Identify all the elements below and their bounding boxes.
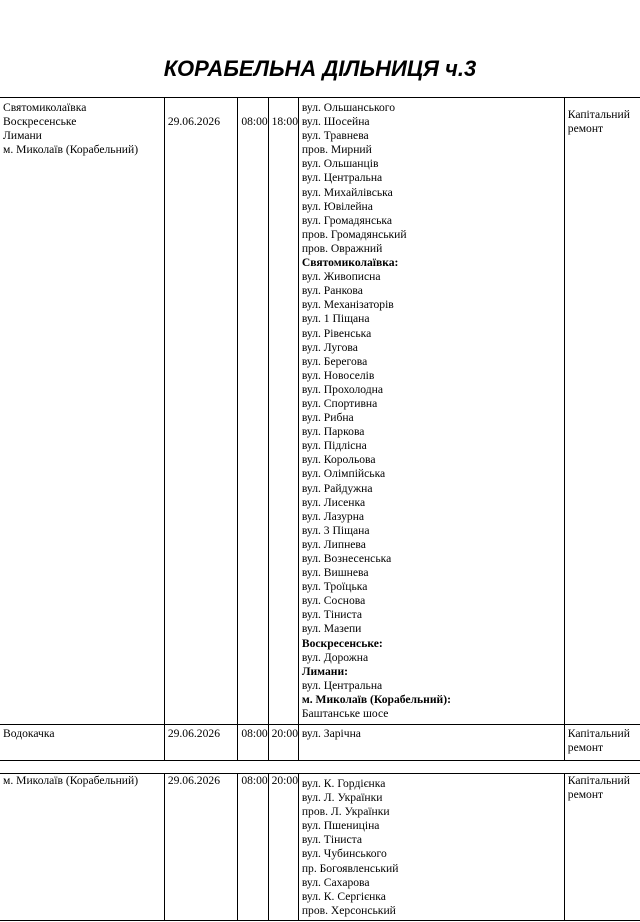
schedule-table-1	[0, 97, 640, 761]
table-row	[0, 774, 640, 921]
street-name: вул. Сахарова	[301, 875, 370, 889]
street-name: пров. Громадянський	[301, 227, 407, 241]
street-name: пров. Херсонський	[301, 903, 396, 917]
street-name: вул. Михайлівська	[301, 185, 393, 199]
street-name: вул. Паркова	[301, 425, 365, 439]
street-name: вул. Травнева	[301, 129, 369, 143]
page-title: КОРАБЕЛЬНА ДІЛЬНИЦЯ ч.3	[163, 56, 477, 81]
reason-text: Капітальний	[567, 774, 630, 787]
street-name: вул. Олімпійська	[301, 467, 386, 481]
street-name: вул. 1 Піщана	[301, 312, 370, 326]
street-name: пр. Богоявленський	[301, 861, 399, 875]
locality-heading: м. Миколаїв (Корабельний):	[301, 692, 451, 706]
street-name: вул. Рівенська	[301, 326, 372, 340]
locations-cell	[0, 725, 164, 761]
street-name: вул. Лазурна	[301, 509, 365, 523]
reason-text: ремонт	[567, 741, 604, 755]
street-name: вул. Громадянська	[301, 213, 393, 227]
streets-cell	[298, 98, 564, 725]
location-name: Воскресенське	[3, 115, 77, 129]
street-name: вул. Підлісна	[301, 439, 367, 453]
street-name: вул. Ювілейна	[301, 199, 373, 213]
streets-cell	[298, 774, 564, 921]
street-name: вул. Троїцька	[301, 580, 368, 594]
street-name: вул. Тіниста	[301, 608, 363, 622]
street-name: вул. Шосейна	[301, 115, 370, 129]
reason-text: ремонт	[567, 788, 604, 802]
street-name: вул. Дорожна	[301, 650, 369, 664]
location-name: м. Миколаїв (Корабельний)	[3, 143, 139, 157]
street-name: вул. Вишнева	[301, 566, 369, 580]
street-name: вул. Тіниста	[301, 833, 363, 847]
street-name: вул. К. Сергієнка	[301, 889, 386, 903]
location-name: Лимани	[3, 129, 42, 143]
table-row	[0, 725, 640, 761]
end-time-cell: 20:00	[268, 725, 298, 761]
locality-heading: Воскресенське:	[301, 636, 383, 650]
reason-cell	[564, 98, 640, 725]
location-name: Святомиколаївка	[3, 101, 87, 114]
street-name: вул. Живописна	[301, 270, 381, 284]
street-name: вул. Ольшанців	[301, 157, 379, 171]
street-name: вул. Корольова	[301, 453, 376, 467]
street-name: вул. Вознесенська	[301, 552, 392, 565]
street-name: вул. Л. Українки	[301, 791, 383, 805]
date-cell: 29.06.2026	[164, 98, 238, 725]
location-name: м. Миколаїв (Корабельний)	[3, 774, 139, 787]
table-row	[0, 98, 640, 725]
reason-text: ремонт	[567, 122, 604, 136]
street-name: вул. Ольшанського	[301, 101, 396, 114]
reason-text: Капітальний	[567, 108, 630, 121]
street-name: пров. Овражний	[301, 241, 383, 255]
street-name: вул. Лисенка	[301, 495, 366, 509]
street-name: вул. Новоселів	[301, 368, 375, 382]
street-name: Баштанське шосе	[301, 707, 389, 721]
schedule-table-2	[0, 773, 640, 921]
date-cell: 29.06.2026	[164, 725, 238, 761]
locations-cell	[0, 98, 164, 725]
location-name: Водокачка	[3, 727, 55, 741]
start-time-cell: 08:00	[238, 725, 268, 761]
locality-heading: Лимани:	[301, 664, 348, 678]
street-name: вул. 3 Піщана	[301, 523, 370, 537]
street-name: вул. Соснова	[301, 594, 366, 608]
street-name: вул. Берегова	[301, 354, 368, 368]
street-name: вул. Райдужна	[301, 481, 373, 495]
street-name: вул. Механізаторів	[301, 298, 394, 312]
street-name: пров. Мирний	[301, 143, 372, 157]
street-name: вул. Липнева	[301, 537, 366, 551]
street-name: вул. Лугова	[301, 340, 358, 354]
start-time-cell: 08:00	[238, 774, 268, 921]
street-name: вул. Зарічна	[301, 727, 361, 741]
start-time-cell: 08:00	[238, 98, 268, 725]
end-time-cell: 18:00	[268, 98, 298, 725]
reason-cell	[564, 725, 640, 761]
street-name: вул. Центральна	[301, 171, 383, 185]
reason-text: Капітальний	[567, 727, 630, 741]
street-name: вул. Центральна	[301, 678, 383, 692]
street-name: вул. Рибна	[301, 411, 354, 425]
locations-cell	[0, 774, 164, 921]
street-name: вул. К. Гордієнка	[301, 777, 386, 790]
date-cell: 29.06.2026	[164, 774, 238, 921]
reason-cell	[564, 774, 640, 921]
street-name: вул. Пшениціна	[301, 819, 380, 833]
street-name: вул. Чубинського	[301, 847, 387, 861]
street-name: вул. Спортивна	[301, 396, 378, 410]
streets-cell	[298, 725, 564, 761]
street-name: вул. Мазепи	[301, 622, 362, 636]
street-name: вул. Прохолодна	[301, 382, 383, 396]
locality-heading: Святомиколаївка:	[301, 256, 399, 270]
street-name: вул. Ранкова	[301, 284, 363, 298]
end-time-cell: 20:00	[268, 774, 298, 921]
street-name: пров. Л. Українки	[301, 805, 390, 819]
